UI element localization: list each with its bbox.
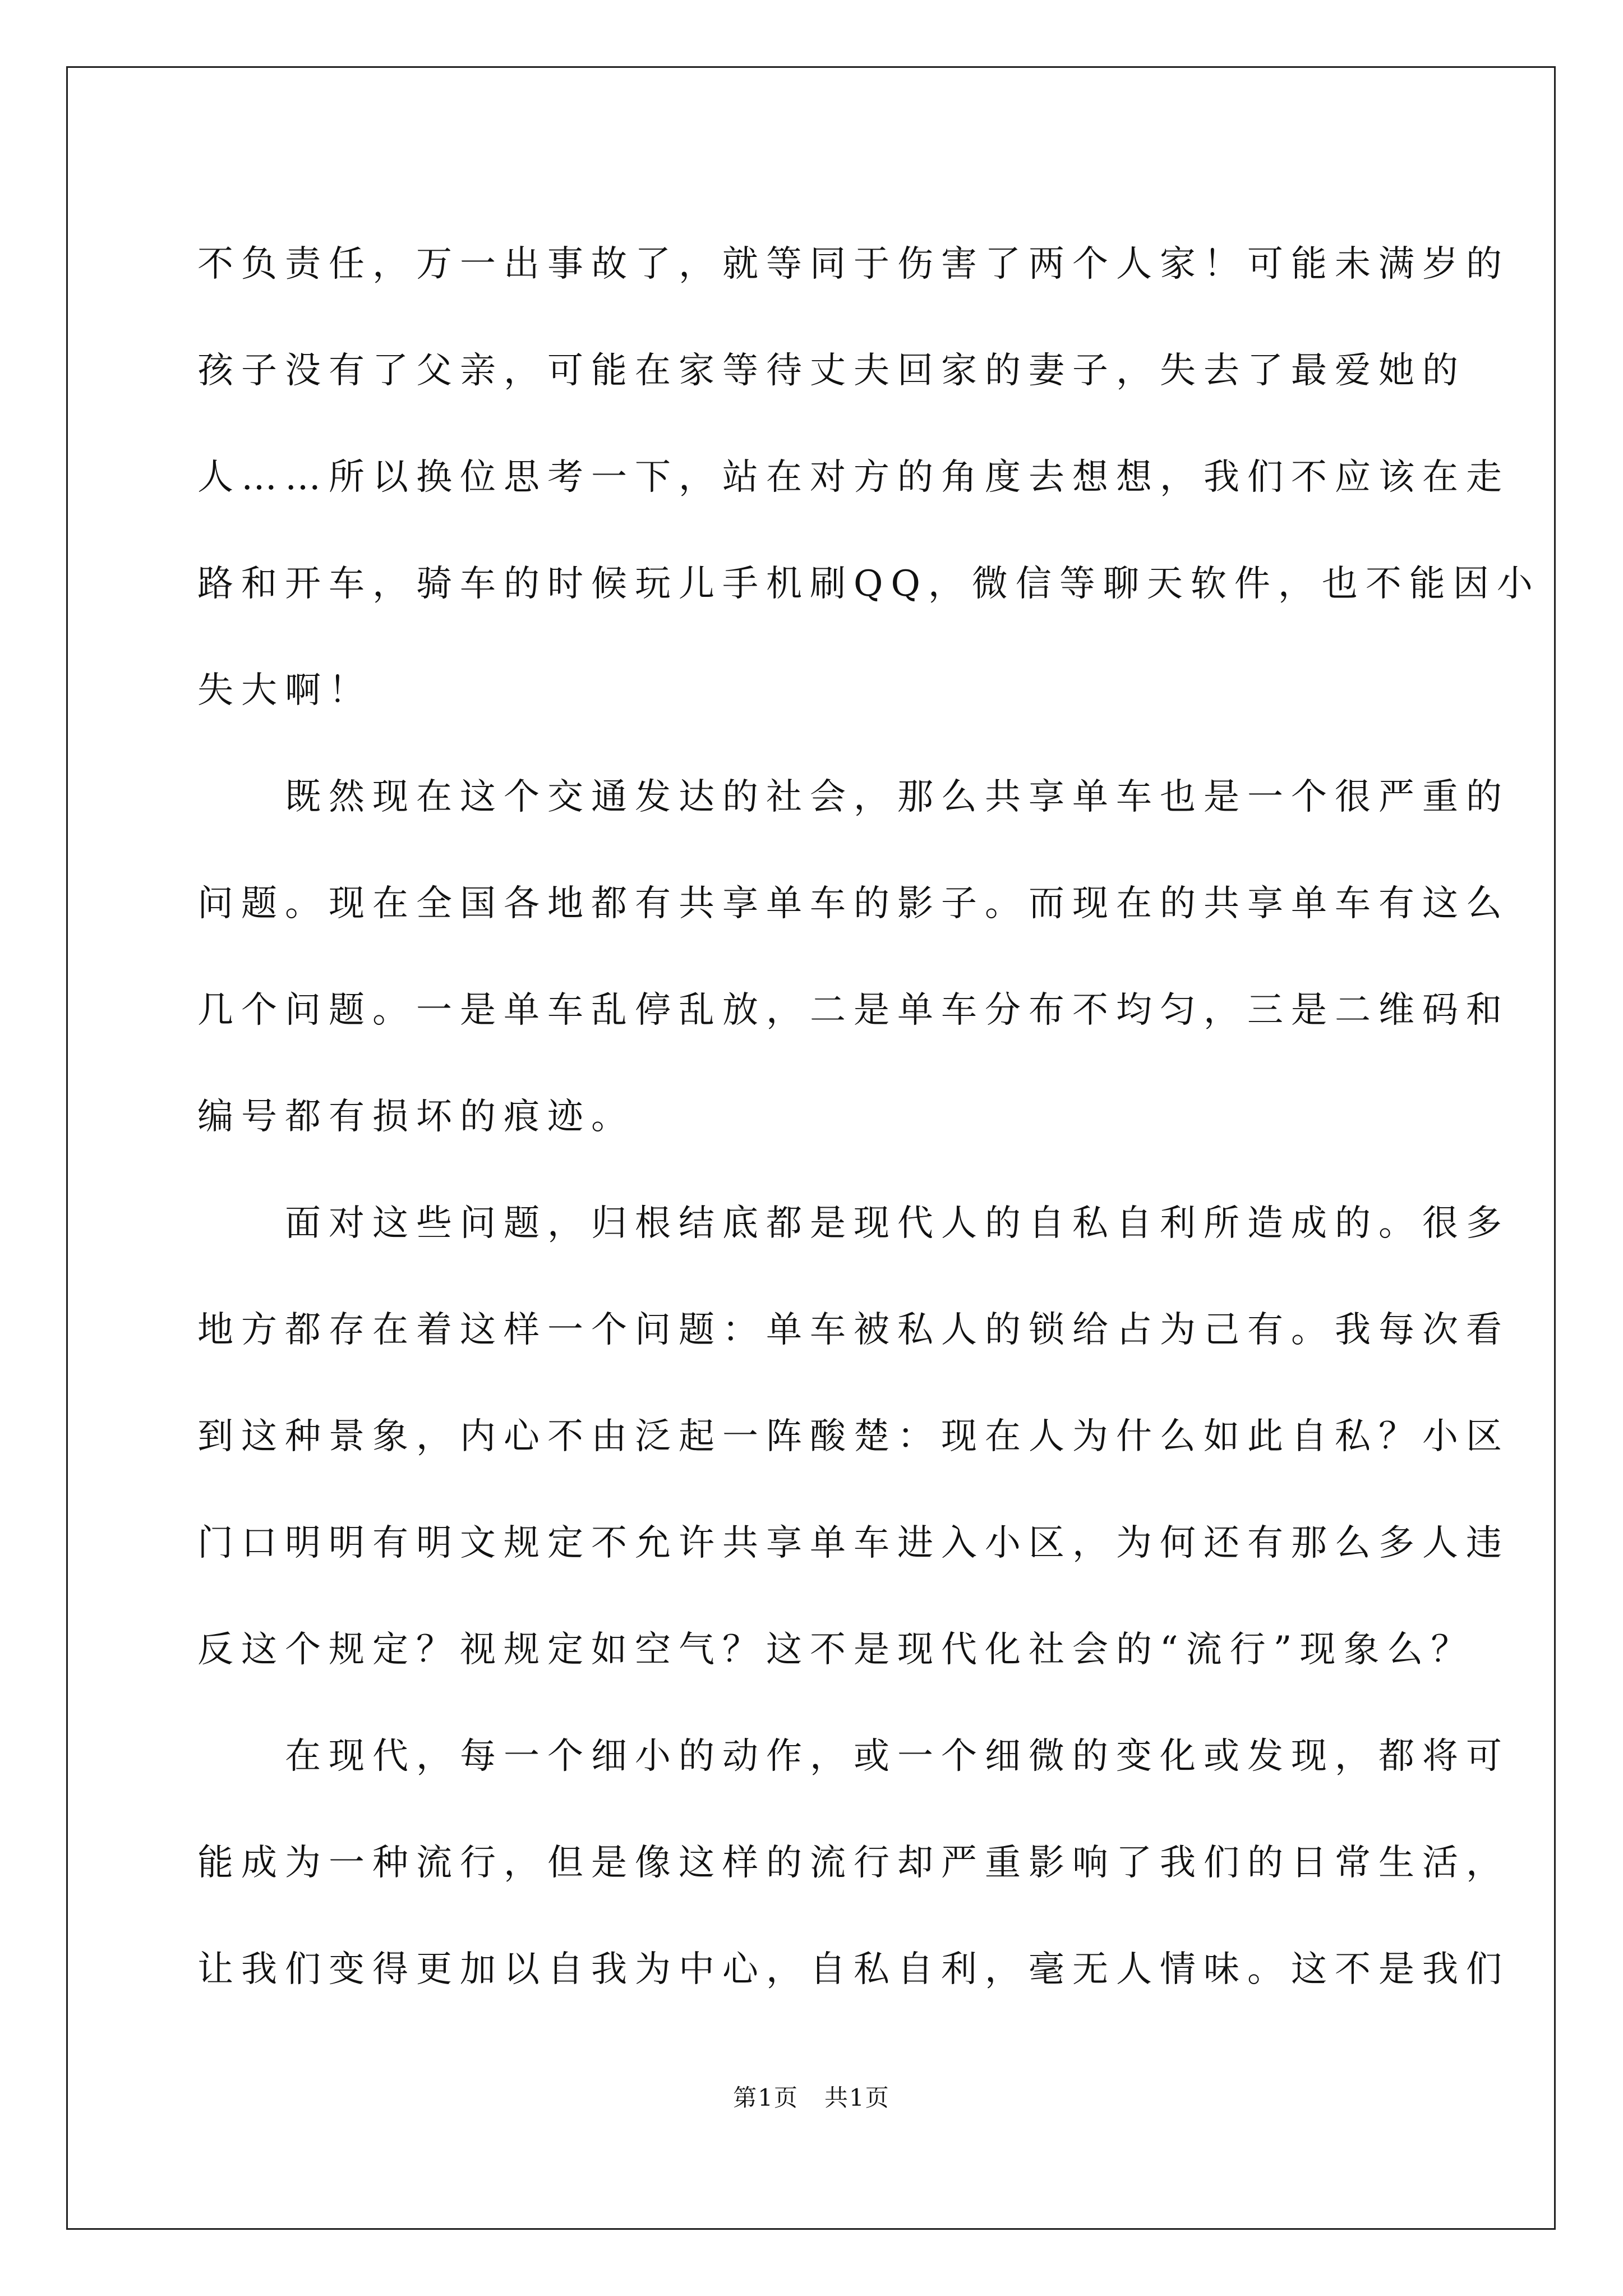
text-line: 地方都存在着这样一个问题：单车被私人的锁给占为己有。我每次看 bbox=[197, 1309, 1510, 1351]
text-line: 路和开车，骑车的时候玩儿手机刷QQ，微信等聊天软件，也不能因小 bbox=[197, 563, 1541, 605]
text-line: 孩子没有了父亲，可能在家等待丈夫回家的妻子，失去了最爱她的 bbox=[197, 350, 1466, 392]
text-line: 让我们变得更加以自我为中心，自私自利，毫无人情味。这不是我们 bbox=[197, 1949, 1510, 1990]
text-line: 不负责任，万一出事故了，就等同于伤害了两个人家！可能未满岁的 bbox=[197, 243, 1510, 285]
text-line: 反这个规定？视规定如空气？这不是现代化社会的“流行”现象么？ bbox=[197, 1629, 1475, 1671]
paragraph-first-line: 面对这些问题，归根结底都是现代人的自私自利所造成的。很多 bbox=[285, 1203, 1510, 1244]
page-number: 第1页 bbox=[733, 2084, 799, 2111]
document-body bbox=[197, 211, 1541, 2023]
text-line: 能成为一种流行，但是像这样的流行却严重影响了我们的日常生活， bbox=[197, 1842, 1510, 1884]
page-footer bbox=[0, 2081, 1623, 2115]
text-line: 到这种景象，内心不由泛起一阵酸楚：现在人为什么如此自私？小区 bbox=[197, 1416, 1510, 1457]
text-line: 门口明明有明文规定不允许共享单车进入小区，为何还有那么多人违 bbox=[197, 1522, 1510, 1564]
text-line: 人……所以换位思考一下，站在对方的角度去想想，我们不应该在走 bbox=[197, 457, 1510, 498]
text-line: 编号都有损坏的痕迹。 bbox=[197, 1096, 635, 1138]
paragraph-first-line: 在现代，每一个细小的动作，或一个细微的变化或发现，都将可 bbox=[285, 1736, 1510, 1777]
paragraph-first-line: 既然现在这个交通发达的社会，那么共享单车也是一个很严重的 bbox=[285, 776, 1510, 818]
text-line: 几个问题。一是单车乱停乱放，二是单车分布不均匀，三是二维码和 bbox=[197, 990, 1510, 1031]
page-total: 共1页 bbox=[824, 2084, 890, 2111]
text-line: 问题。现在全国各地都有共享单车的影子。而现在的共享单车有这么 bbox=[197, 883, 1510, 924]
text-line: 失大啊！ bbox=[197, 670, 372, 711]
